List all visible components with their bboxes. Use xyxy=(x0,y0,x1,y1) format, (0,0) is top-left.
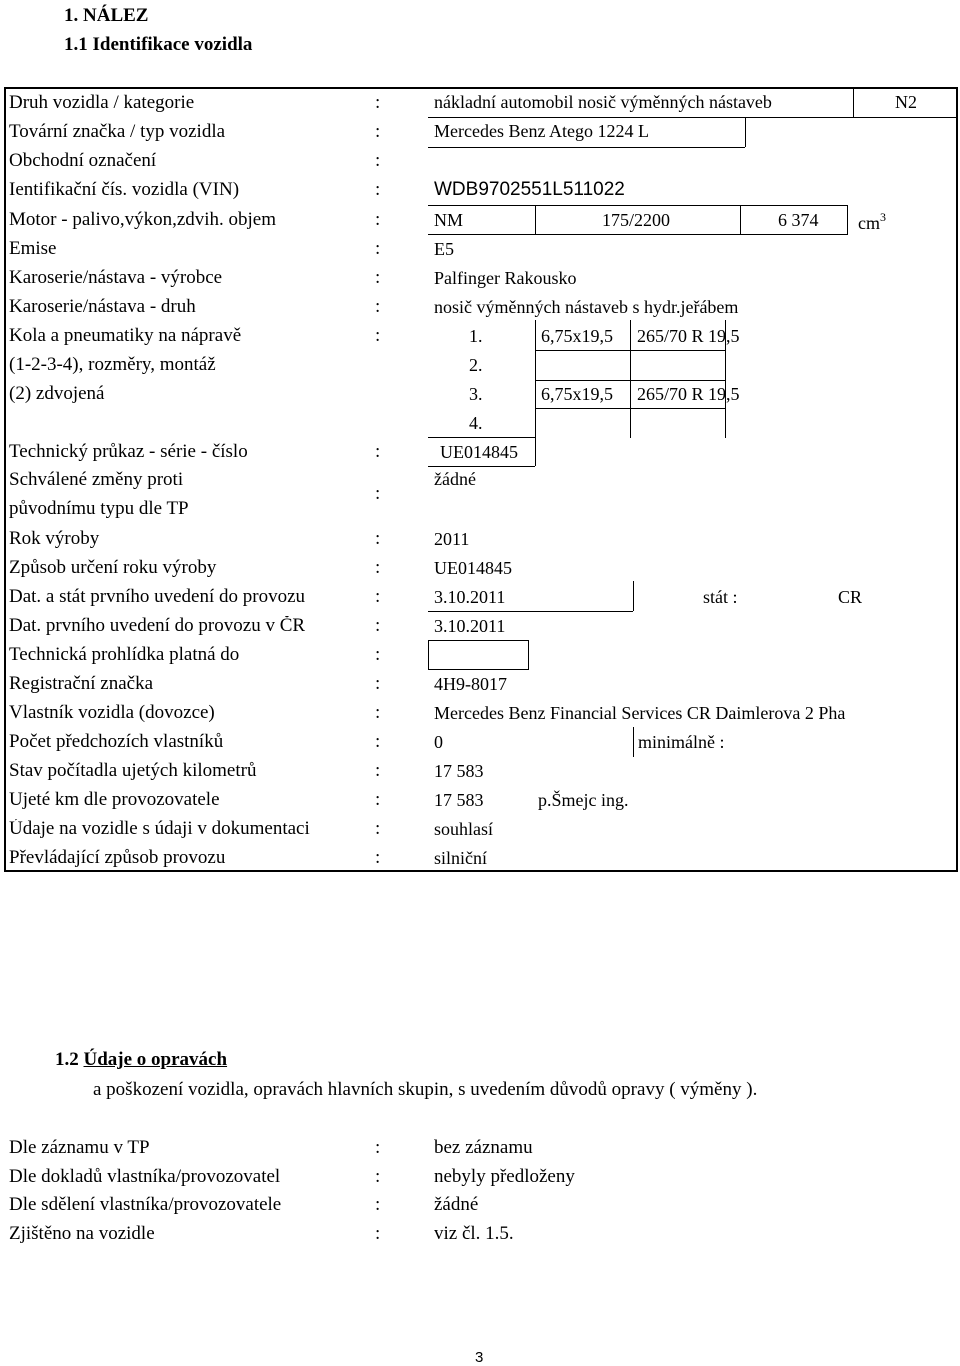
label-emissions: Emise xyxy=(9,238,57,259)
value-first-reg: 3.10.2011 xyxy=(434,587,506,607)
value-power: 175/2200 xyxy=(602,210,671,230)
label-minimum: minimálně : xyxy=(638,732,725,752)
label-make: Tovární značka / typ vozidla xyxy=(9,121,226,142)
label-odometer: Stav počítadla ujetých kilometrů xyxy=(9,760,257,781)
value-year: 2011 xyxy=(434,529,470,549)
colon: : xyxy=(375,209,381,230)
label-changes-2: původnímu typu dle TP xyxy=(9,498,189,519)
value-operation: silniční xyxy=(434,848,487,868)
repairs-value: nebyly předloženy xyxy=(434,1166,575,1187)
repairs-label: Zjištěno na vozidle xyxy=(9,1223,155,1244)
axle-1: 1. xyxy=(469,326,483,346)
label-prev-owners: Počet předchozích vlastníků xyxy=(9,731,224,752)
value-km-operator: 17 583 xyxy=(434,790,484,810)
value-state: CR xyxy=(838,587,863,607)
label-operation: Převládající způsob provozu xyxy=(9,847,226,868)
label-owner: Vlastník vozidla (dovozce) xyxy=(9,702,215,723)
colon: : xyxy=(375,441,381,462)
repairs-value: bez záznamu xyxy=(434,1137,533,1158)
colon: : xyxy=(375,150,381,171)
label-data-match: Údaje na vozidle s údaji v dokumentaci xyxy=(9,819,310,838)
label-state: stát : xyxy=(703,587,738,607)
colon: : xyxy=(375,121,381,142)
value-prev-owners: 0 xyxy=(434,732,443,752)
colon: : xyxy=(375,483,381,504)
colon: : xyxy=(375,179,381,200)
label-year-method: Způsob určení roku výroby xyxy=(9,557,217,578)
label-trade-name: Obchodní označení xyxy=(9,150,157,171)
axle-2: 2. xyxy=(469,355,483,375)
label-body-type: Karoserie/nástava - druh xyxy=(9,296,196,317)
colon: : xyxy=(375,847,381,868)
axle-3: 3. xyxy=(469,384,483,404)
repairs-heading: 1.2 Údaje o opravách xyxy=(55,1049,228,1070)
value-year-method: UE014845 xyxy=(434,558,512,578)
label-engine: Motor - palivo,výkon,zdvih. objem xyxy=(9,209,277,230)
value-vin: WDB9702551L511022 xyxy=(434,179,625,200)
tyre-3: 265/70 R 19,5 xyxy=(637,384,740,404)
colon: : xyxy=(375,557,381,578)
label-wheels-2: (1-2-3-4), rozměry, montáž xyxy=(9,354,216,375)
colon: : xyxy=(375,644,381,665)
label-inspection: Technická prohlídka platná do xyxy=(9,644,240,665)
page-number: 3 xyxy=(475,1349,484,1366)
colon: : xyxy=(375,673,381,694)
repairs-value: viz čl. 1.5. xyxy=(434,1223,514,1244)
colon: : xyxy=(375,238,381,259)
value-plate: 4H9-8017 xyxy=(434,674,507,694)
subsection-title: 1.1 Identifikace vozidla xyxy=(64,34,253,55)
colon: : xyxy=(375,731,381,752)
colon: : xyxy=(375,818,381,839)
repairs-subtitle: a poškození vozidla, opravách hlavních skupin, s uvedením důvodů opravy ( výměny ). xyxy=(93,1079,758,1100)
tyre-1: 265/70 R 19,5 xyxy=(637,326,740,346)
colon: : xyxy=(375,267,381,288)
label-plate: Registrační značka xyxy=(9,673,154,694)
repairs-label: Dle záznamu v TP xyxy=(9,1137,150,1158)
value-odometer: 17 583 xyxy=(434,761,484,781)
label-year: Rok výroby xyxy=(9,528,100,549)
value-unit: $cm^3$ xyxy=(858,210,886,233)
value-owner: Mercedes Benz Financial Services CR Daimlerova 2 Pha xyxy=(434,704,846,722)
colon: : xyxy=(375,1223,381,1244)
label-body-maker: Karoserie/nástava - výrobce xyxy=(9,267,223,288)
label-first-reg: Dat. a stát prvního uvedení do provozu xyxy=(9,587,306,606)
value-category: N2 xyxy=(895,92,917,112)
colon: : xyxy=(375,702,381,723)
colon: : xyxy=(375,760,381,781)
colon: : xyxy=(375,92,381,113)
value-displacement: 6 374 xyxy=(778,210,819,230)
value-body-maker: Palfinger Rakousko xyxy=(434,268,577,288)
rim-3: 6,75x19,5 xyxy=(541,384,613,404)
axle-4: 4. xyxy=(469,413,483,433)
repairs-label: Dle dokladů vlastníka/provozovatel xyxy=(9,1167,281,1186)
label-km-operator: Ujeté km dle provozovatele xyxy=(9,789,220,810)
value-changes: žádné xyxy=(434,469,476,489)
rim-1: 6,75x19,5 xyxy=(541,326,613,346)
repairs-label: Dle sdělení vlastníka/provozovatele xyxy=(9,1195,282,1214)
colon: : xyxy=(375,789,381,810)
value-body-type: nosič výměnných nástaveb s hydr.jeřábem xyxy=(434,297,739,317)
value-vehicle-type: nákladní automobil nosič výměnných nástaveb xyxy=(434,92,772,112)
colon: : xyxy=(375,325,381,346)
value-emissions: E5 xyxy=(434,239,454,259)
label-wheels: Kola a pneumatiky na nápravě xyxy=(9,325,242,346)
colon: : xyxy=(375,528,381,549)
colon: : xyxy=(375,586,381,607)
value-km-note: p.Šmejc ing. xyxy=(538,790,629,810)
section-title: 1. NÁLEZ xyxy=(64,5,149,26)
value-data-match: souhlasí xyxy=(434,819,494,839)
label-vehicle-type: Druh vozidla / kategorie xyxy=(9,92,195,113)
value-make: Mercedes Benz Atego 1224 L xyxy=(434,121,649,141)
label-wheels-3: (2) zdvojená xyxy=(9,383,105,404)
label-vin: Ientifikační čís. vozidla (VIN) xyxy=(9,179,240,200)
label-changes-1: Schválené změny proti xyxy=(9,469,184,490)
colon: : xyxy=(375,615,381,636)
colon: : xyxy=(375,1137,381,1158)
value-first-reg-cz: 3.10.2011 xyxy=(434,616,506,636)
label-first-reg-cz: Dat. prvního uvedení do provozu v ČR xyxy=(9,616,306,635)
colon: : xyxy=(375,1194,381,1215)
colon: : xyxy=(375,1166,381,1187)
value-fuel: NM xyxy=(434,210,464,230)
colon: : xyxy=(375,296,381,317)
repairs-value: žádné xyxy=(434,1194,479,1215)
value-tech-card: UE014845 xyxy=(440,442,518,462)
label-tech-card: Technický průkaz - série - číslo xyxy=(9,441,248,462)
